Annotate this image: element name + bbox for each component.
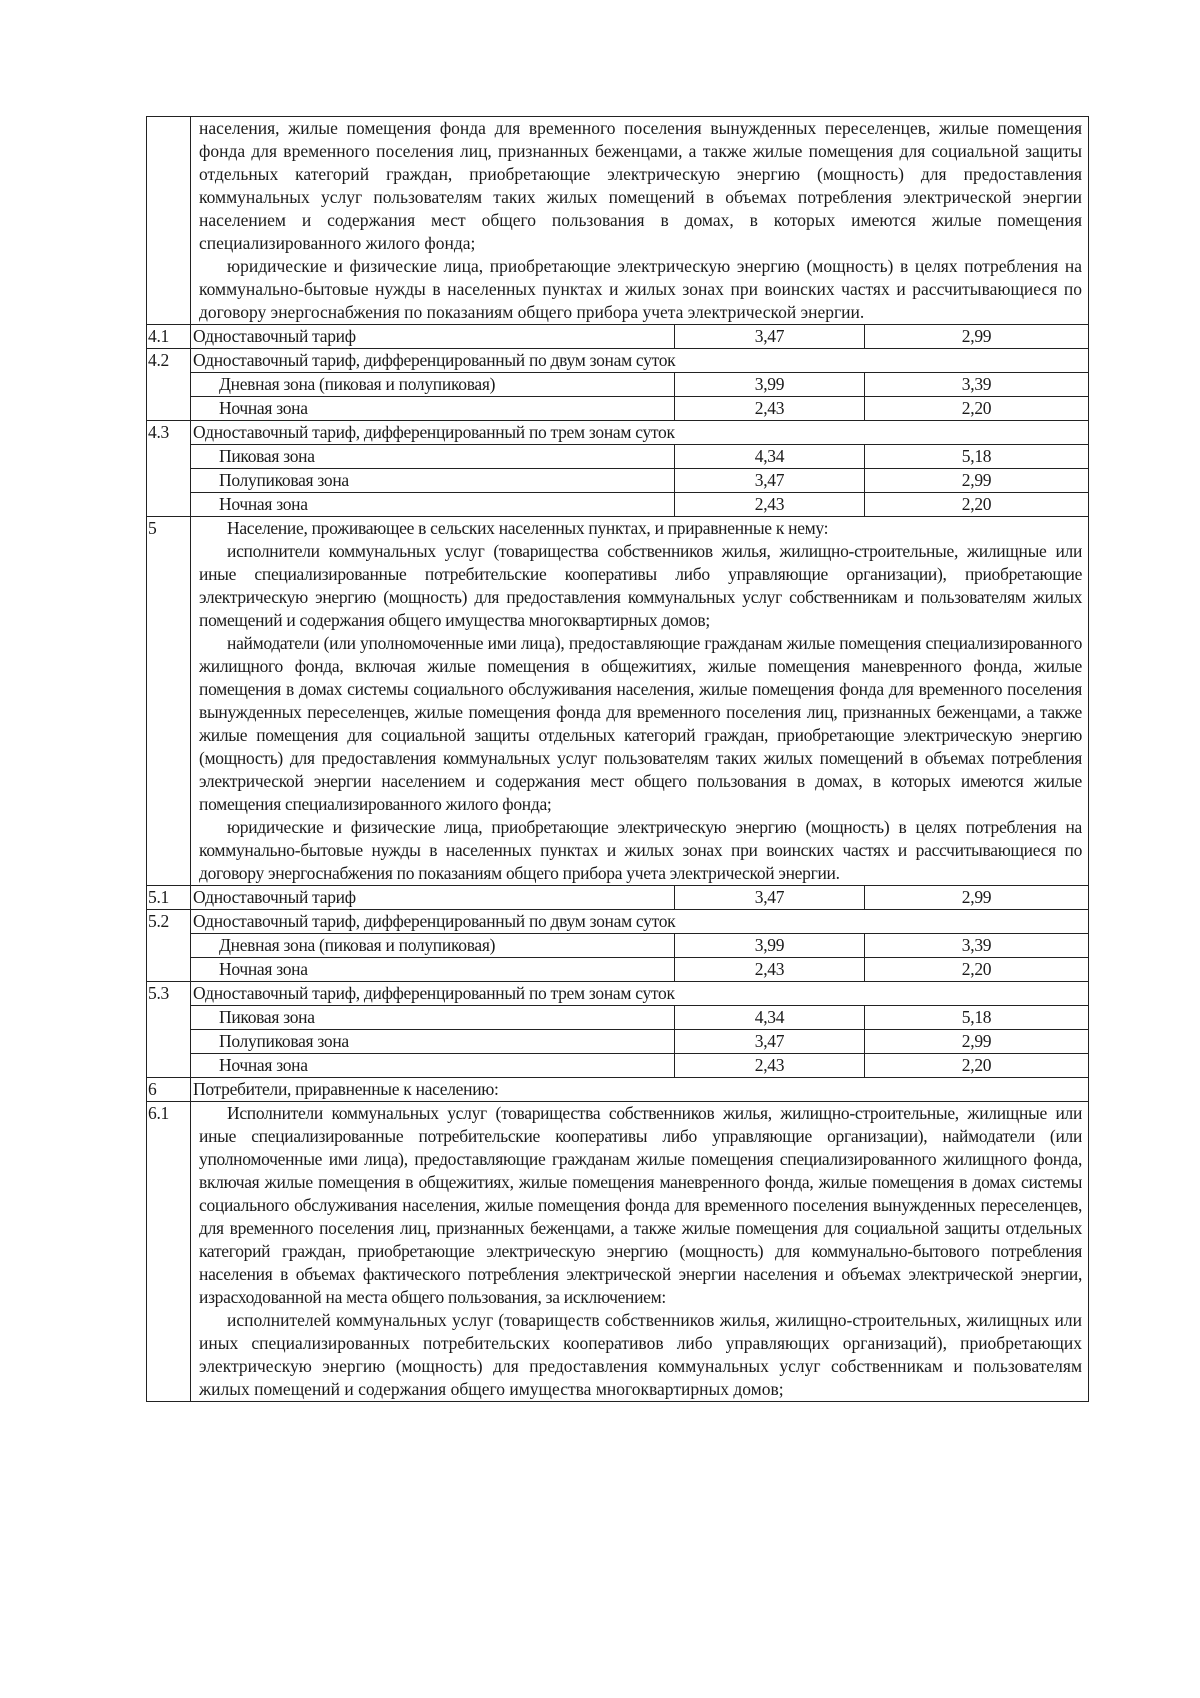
tariff-group-label: Одноставочный тариф, дифференцированный по двум зонам суток xyxy=(191,910,1089,934)
tariff-value-1: 3,47 xyxy=(675,1030,865,1054)
tariff-value-2: 2,20 xyxy=(865,493,1089,517)
table-row xyxy=(147,910,1089,934)
zone-label: Полупиковая зона xyxy=(191,469,675,493)
row-number: 5.2 xyxy=(147,910,191,982)
paragraph: юридические и физические лица, приобретающие электрическую энергию (мощность) в целях потребления на коммунально-бытовые нужды в населенных пунктах и жилых зонах при воинских частях и рассчитывающиеся по договору энергоснабжения по показаниям общего прибора учета электрической энергии. xyxy=(199,256,1083,322)
zone-label: Дневная зона (пиковая и полупиковая) xyxy=(191,373,675,397)
paragraph: Население, проживающее в сельских населенных пунктах, и приравненные к нему: xyxy=(227,518,829,538)
table-row xyxy=(147,373,1089,397)
tariff-group-label: Одноставочный тариф, дифференцированный по трем зонам суток xyxy=(191,421,1089,445)
zone-label: Ночная зона xyxy=(191,1054,675,1078)
tariff-value-1: 4,34 xyxy=(675,1006,865,1030)
tariff-value-1: 3,99 xyxy=(675,934,865,958)
section-6-1-description xyxy=(191,1102,1089,1402)
paragraph: населения, жилые помещения фонда для временного поселения вынужденных переселенцев, жилые помещения фонда для временного поселения лиц, признанных беженцами, а также жилые помещения для социальной защиты отдельных категорий граждан, приобретающие электрическую энергию (мощность) для предоставления коммунальных услуг пользователям таких жилых помещений в объемах потребления электрической энергии населением и содержания мест общего пользования в домах, в которых имеются жилые помещения специализированного жилого фонда; xyxy=(199,118,1083,253)
table-row xyxy=(147,469,1089,493)
zone-label: Полупиковая зона xyxy=(191,1030,675,1054)
table-row xyxy=(147,958,1089,982)
tariff-value-1: 2,43 xyxy=(675,1054,865,1078)
tariff-label: Одноставочный тариф xyxy=(191,325,675,349)
table-row xyxy=(147,445,1089,469)
row-number: 5.1 xyxy=(147,886,191,910)
table-row xyxy=(147,1054,1089,1078)
zone-label: Дневная зона (пиковая и полупиковая) xyxy=(191,934,675,958)
tariff-value-2: 2,99 xyxy=(865,325,1089,349)
document-page xyxy=(146,116,1088,1402)
row-number: 6.1 xyxy=(147,1102,191,1402)
paragraph: юридические и физические лица, приобретающие электрическую энергию (мощность) в целях потребления на коммунально-бытовые нужды в населенных пунктах и жилых зонах при воинских частях и рассчитывающиеся по договору энергоснабжения по показаниям общего прибора учета электрической энергии. xyxy=(199,817,1083,883)
zone-label: Ночная зона xyxy=(191,493,675,517)
tariff-value-1: 3,47 xyxy=(675,325,865,349)
row-number: 4.1 xyxy=(147,325,191,349)
section-5-description xyxy=(191,517,1089,886)
tariff-value-2: 5,18 xyxy=(865,445,1089,469)
section-4-description xyxy=(191,117,1089,325)
tariff-group-label: Одноставочный тариф, дифференцированный по двум зонам суток xyxy=(191,349,1089,373)
tariff-value-2: 2,99 xyxy=(865,1030,1089,1054)
tariff-label: Одноставочный тариф xyxy=(191,886,675,910)
tariff-value-1: 2,43 xyxy=(675,397,865,421)
table-row xyxy=(147,1006,1089,1030)
tariff-value-2: 2,99 xyxy=(865,469,1089,493)
table-row xyxy=(147,325,1089,349)
paragraph: наймодатели (или уполномоченные ими лица), предоставляющие гражданам жилые помещения специализированного жилищного фонда, включая жилые помещения в общежитиях, жилые помещения маневренного фонда, жилые помещения в домах системы социального обслуживания населения, жилые помещения фонда для временного поселения вынужденных переселенцев, жилые помещения фонда для временного поселения лиц, признанных беженцами, а также жилые помещения для социальной защиты отдельных категорий граждан, приобретающие электрическую энергию (мощность) для предоставления коммунальных услуг пользователям таких жилых помещений в объемах потребления электрической энергии населением и содержания мест общего пользования в домах, в которых имеются жилые помещения специализированного жилого фонда; xyxy=(199,633,1083,814)
tariff-value-2: 5,18 xyxy=(865,1006,1089,1030)
tariff-value-1: 2,43 xyxy=(675,958,865,982)
section-6-label: Потребители, приравненные к населению: xyxy=(191,1078,1089,1102)
table-row xyxy=(147,349,1089,373)
tariff-value-2: 2,99 xyxy=(865,886,1089,910)
tariff-value-1: 3,47 xyxy=(675,886,865,910)
table-row xyxy=(147,982,1089,1006)
tariff-value-2: 2,20 xyxy=(865,1054,1089,1078)
section-6-header-row xyxy=(147,1078,1089,1102)
row-number: 5 xyxy=(147,517,191,886)
table-row xyxy=(147,397,1089,421)
row-number: 6 xyxy=(147,1078,191,1102)
row-number-cell xyxy=(147,117,191,325)
zone-label: Ночная зона xyxy=(191,397,675,421)
tariff-group-label: Одноставочный тариф, дифференцированный по трем зонам суток xyxy=(191,982,1089,1006)
zone-label: Ночная зона xyxy=(191,958,675,982)
table-row xyxy=(147,886,1089,910)
tariff-value-1: 3,99 xyxy=(675,373,865,397)
section-5-description-row xyxy=(147,517,1089,886)
table-row xyxy=(147,934,1089,958)
tariff-value-2: 3,39 xyxy=(865,934,1089,958)
table-row xyxy=(147,493,1089,517)
tariff-value-2: 2,20 xyxy=(865,958,1089,982)
zone-label: Пиковая зона xyxy=(191,1006,675,1030)
section-4-description-row xyxy=(147,117,1089,325)
tariff-value-2: 3,39 xyxy=(865,373,1089,397)
tariff-value-1: 2,43 xyxy=(675,493,865,517)
row-number: 4.3 xyxy=(147,421,191,517)
tariff-value-1: 4,34 xyxy=(675,445,865,469)
tariff-value-1: 3,47 xyxy=(675,469,865,493)
section-6-1-row xyxy=(147,1102,1089,1402)
table-row xyxy=(147,421,1089,445)
row-number: 5.3 xyxy=(147,982,191,1078)
table-row xyxy=(147,1030,1089,1054)
zone-label: Пиковая зона xyxy=(191,445,675,469)
row-number: 4.2 xyxy=(147,349,191,421)
paragraph: Исполнители коммунальных услуг (товарищества собственников жилья, жилищно-строительные, жилищные или иные специализированные потребительские кооперативы либо управляющие организации), наймодатели (или уполномоченные ими лица), предоставляющие гражданам жилые помещения специализированного жилищного фонда, включая жилые помещения в общежитиях, жилые помещения маневренного фонда, жилые помещения в домах системы социального обслуживания населения, жилые помещения фонда для временного поселения вынужденных переселенцев, для временного поселения лиц, признанных беженцами, а также жилые помещения для социальной защиты отдельных категорий граждан, приобретающие электрическую энергию (мощность) для коммунально-бытового потребления населения в объемах фактического потребления электрической энергии населения и объемах электрической энергии, израсходованной на места общего пользования, за исключением: xyxy=(199,1103,1083,1307)
tariff-table xyxy=(146,116,1089,1402)
tariff-value-2: 2,20 xyxy=(865,397,1089,421)
paragraph: исполнителей коммунальных услуг (товариществ собственников жилья, жилищно-строительных, жилищных или иных специализированных потребительских кооперативов либо управляющих организаций), приобретающих электрическую энергию (мощность) для предоставления коммунальных услуг собственникам и пользователям жилых помещений и содержания общего имущества многоквартирных домов; xyxy=(199,1310,1083,1399)
paragraph: исполнители коммунальных услуг (товарищества собственников жилья, жилищно-строительные, жилищные или иные специализированные потребительские кооперативы либо управляющие организации), приобретающие электрическую энергию (мощность) для предоставления коммунальных услуг собственникам и пользователям жилых помещений и содержания общего имущества многоквартирных домов; xyxy=(199,541,1083,630)
